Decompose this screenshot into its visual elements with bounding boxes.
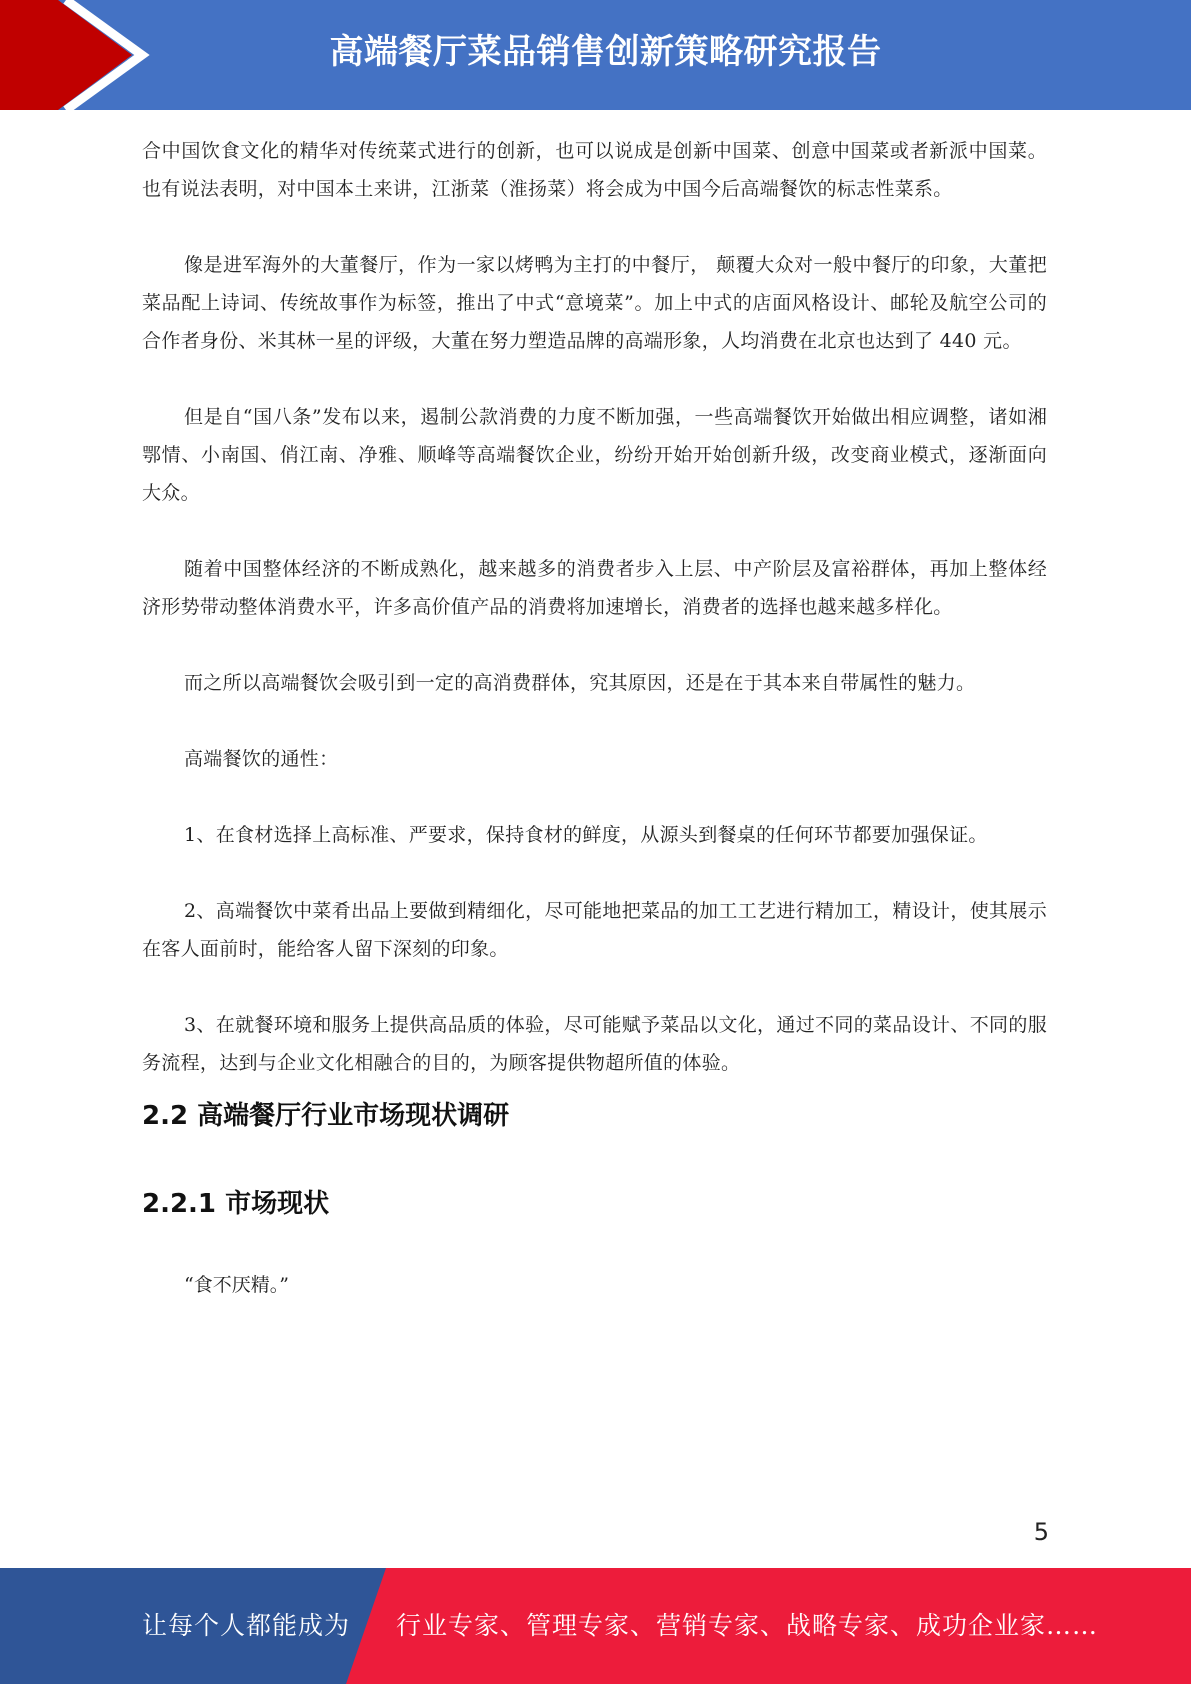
paragraph: 合中国饮食文化的精华对传统菜式进行的创新，也可以说成是创新中国菜、创意中国菜或者新派中国菜。也有说法表明，对中国本土来讲，江浙菜（淮扬菜）将会成为中国今后高端餐饮的标志性菜系。 xyxy=(142,140,1047,200)
paragraph: 而之所以高端餐饮会吸引到一定的高消费群体，究其原因，还是在于其本来自带属性的魅力。 xyxy=(184,672,976,694)
report-title: 高端餐厅菜品销售创新策略研究报告 xyxy=(329,32,882,72)
footer-slogan-right: 行业专家、管理专家、营销专家、战略专家、成功企业家…… xyxy=(396,1611,1099,1640)
paragraph: 高端餐饮的通性： xyxy=(184,748,339,770)
paragraph: 随着中国整体经济的不断成熟化，越来越多的消费者步入上层、中产阶层及富裕群体，再加上整体经济形势带动整体消费水平，许多高价值产品的消费将加速增长，消费者的选择也越来越多样化。 xyxy=(142,558,1047,618)
section-heading: 2.2 高端餐厅行业市场现状调研 xyxy=(142,1101,510,1131)
page-header xyxy=(0,0,1191,110)
footer-slogan-left: 让每个人都能成为 xyxy=(142,1611,351,1640)
list-item: 3、在就餐环境和服务上提供高品质的体验，尽可能赋予菜品以文化，通过不同的菜品设计、不同的服务流程，达到与企业文化相融合的目的，为顾客提供物超所值的体验。 xyxy=(142,1014,1047,1074)
list-item: 2、高端餐饮中菜肴出品上要做到精细化，尽可能地把菜品的加工工艺进行精加工，精设计，使其展示在客人面前时，能给客人留下深刻的印象。 xyxy=(142,900,1047,960)
quote-text: “食不厌精。” xyxy=(184,1274,289,1296)
page-number: 5 xyxy=(1033,1518,1049,1546)
paragraph: 像是进军海外的大董餐厅，作为一家以烤鸭为主打的中餐厅， 颠覆大众对一般中餐厅的印象，大董把菜品配上诗词、传统故事作为标签，推出了中式“意境菜”。加上中式的店面风格设计、邮轮及航空公司的合作者身份、米其林一星的评级，大董在努力塑造品牌的高端形象，人均消费在北京也达到了 440 元。 xyxy=(142,254,1047,352)
list-item: 1、在食材选择上高标准、严要求，保持食材的鲜度，从源头到餐桌的任何环节都要加强保证。 xyxy=(184,824,988,846)
paragraph: 但是自“国八条”发布以来，遏制公款消费的力度不断加强，一些高端餐饮开始做出相应调整，诸如湘鄂情、小南国、俏江南、净雅、顺峰等高端餐饮企业，纷纷开始开始创新升级，改变商业模式，逐渐面向大众。 xyxy=(142,406,1047,504)
subsection-heading: 2.2.1 市场现状 xyxy=(142,1189,330,1219)
document-body xyxy=(142,132,1047,1304)
page-footer xyxy=(0,1568,1191,1684)
